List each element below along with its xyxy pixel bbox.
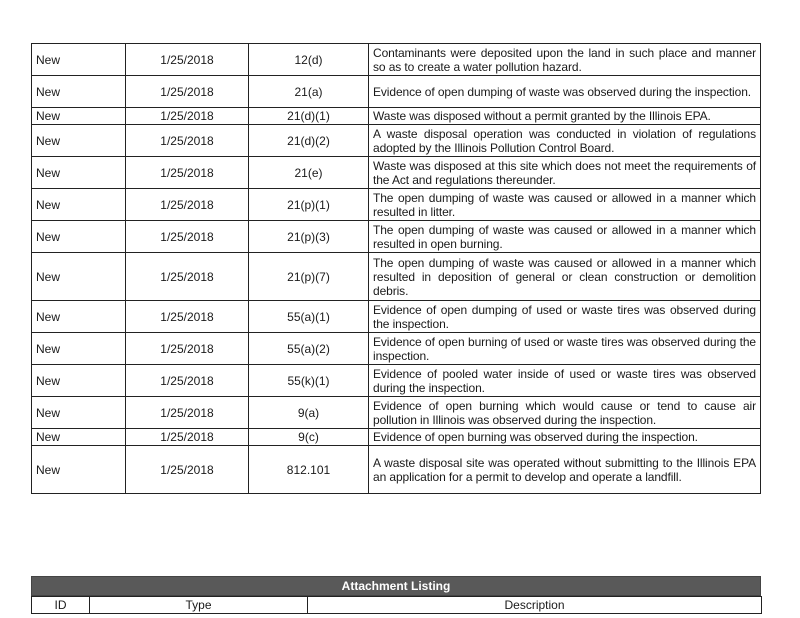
section-cell: 21(d)(1) <box>249 108 369 125</box>
table-row <box>32 429 761 446</box>
date-cell: 1/25/2018 <box>126 221 249 253</box>
attachment-header-row <box>32 597 762 614</box>
date-cell: 1/25/2018 <box>126 76 249 108</box>
date-cell: 1/25/2018 <box>126 253 249 301</box>
table-row <box>32 301 761 333</box>
description-cell: Evidence of open burning which would cause or tend to cause air pollution in Illinois was observed during the inspection. <box>369 397 761 429</box>
date-cell: 1/25/2018 <box>126 397 249 429</box>
table-row <box>32 365 761 397</box>
section-cell: 21(e) <box>249 157 369 189</box>
section-cell: 812.101 <box>249 446 369 494</box>
description-cell: The open dumping of waste was caused or allowed in a manner which resulted in deposition of general or clean construction or demolition debris. <box>369 253 761 301</box>
status-cell: New <box>32 397 126 429</box>
status-cell: New <box>32 108 126 125</box>
status-cell: New <box>32 333 126 365</box>
description-cell: The open dumping of waste was caused or allowed in a manner which resulted in litter. <box>369 189 761 221</box>
description-cell: Contaminants were deposited upon the land in such place and manner so as to create a water pollution hazard. <box>369 44 761 76</box>
section-cell: 9(a) <box>249 397 369 429</box>
status-cell: New <box>32 365 126 397</box>
status-cell: New <box>32 253 126 301</box>
description-cell: A waste disposal operation was conducted in violation of regulations adopted by the Illinois Pollution Control Board. <box>369 125 761 157</box>
date-cell: 1/25/2018 <box>126 108 249 125</box>
date-cell: 1/25/2018 <box>126 365 249 397</box>
status-cell: New <box>32 76 126 108</box>
section-cell: 21(d)(2) <box>249 125 369 157</box>
section-cell: 21(p)(3) <box>249 221 369 253</box>
date-cell: 1/25/2018 <box>126 44 249 76</box>
description-cell: Evidence of open burning was observed during the inspection. <box>369 429 761 446</box>
description-cell: The open dumping of waste was caused or allowed in a manner which resulted in open burning. <box>369 221 761 253</box>
table-row <box>32 108 761 125</box>
date-cell: 1/25/2018 <box>126 446 249 494</box>
attachment-listing <box>31 576 761 614</box>
section-cell: 55(a)(1) <box>249 301 369 333</box>
date-cell: 1/25/2018 <box>126 333 249 365</box>
description-cell: A waste disposal site was operated without submitting to the Illinois EPA an application for a permit to develop and operate a landfill. <box>369 446 761 494</box>
status-cell: New <box>32 429 126 446</box>
table-row <box>32 125 761 157</box>
description-cell: Evidence of pooled water inside of used or waste tires was observed during the inspection. <box>369 365 761 397</box>
column-header-id: ID <box>32 597 90 614</box>
table-row <box>32 253 761 301</box>
date-cell: 1/25/2018 <box>126 125 249 157</box>
date-cell: 1/25/2018 <box>126 157 249 189</box>
description-cell: Evidence of open dumping of used or waste tires was observed during the inspection. <box>369 301 761 333</box>
table-row <box>32 157 761 189</box>
status-cell: New <box>32 157 126 189</box>
table-row <box>32 333 761 365</box>
status-cell: New <box>32 221 126 253</box>
date-cell: 1/25/2018 <box>126 301 249 333</box>
column-header-description: Description <box>308 597 762 614</box>
section-cell: 21(p)(7) <box>249 253 369 301</box>
status-cell: New <box>32 125 126 157</box>
status-cell: New <box>32 189 126 221</box>
table-row <box>32 221 761 253</box>
column-header-type: Type <box>90 597 308 614</box>
section-cell: 55(k)(1) <box>249 365 369 397</box>
section-cell: 21(a) <box>249 76 369 108</box>
section-cell: 55(a)(2) <box>249 333 369 365</box>
date-cell: 1/25/2018 <box>126 189 249 221</box>
description-cell: Evidence of open dumping of waste was observed during the inspection. <box>369 76 761 108</box>
violations-table <box>31 43 761 494</box>
section-cell: 12(d) <box>249 44 369 76</box>
description-cell: Evidence of open burning of used or waste tires was observed during the inspection. <box>369 333 761 365</box>
section-cell: 21(p)(1) <box>249 189 369 221</box>
table-row <box>32 76 761 108</box>
description-cell: Waste was disposed without a permit granted by the Illinois EPA. <box>369 108 761 125</box>
date-cell: 1/25/2018 <box>126 429 249 446</box>
table-row <box>32 189 761 221</box>
violations-body <box>32 44 761 494</box>
description-cell: Waste was disposed at this site which does not meet the requirements of the Act and regulations thereunder. <box>369 157 761 189</box>
table-row <box>32 44 761 76</box>
table-row <box>32 446 761 494</box>
status-cell: New <box>32 446 126 494</box>
table-row <box>32 397 761 429</box>
attachment-columns <box>31 596 762 614</box>
status-cell: New <box>32 301 126 333</box>
status-cell: New <box>32 44 126 76</box>
section-cell: 9(c) <box>249 429 369 446</box>
attachment-listing-title: Attachment Listing <box>31 576 761 596</box>
